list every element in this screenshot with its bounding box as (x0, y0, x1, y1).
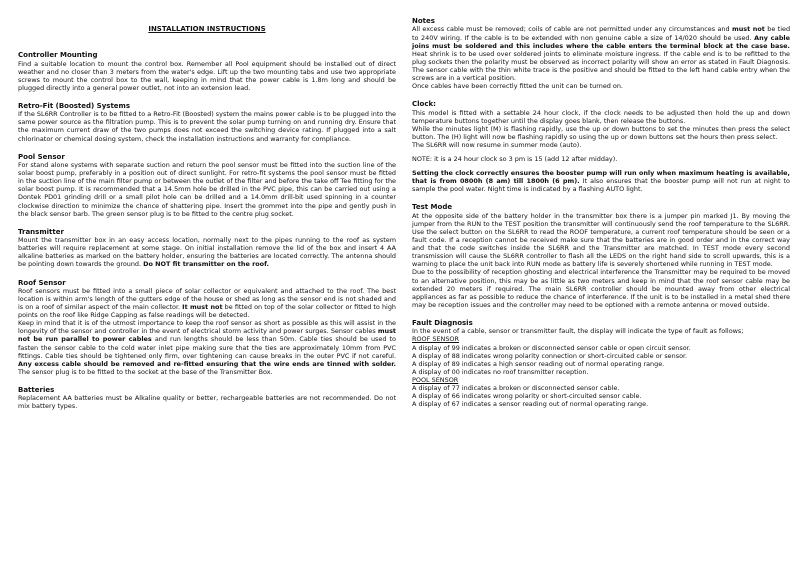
left-column (18, 20, 396, 421)
section-body: Replacement AA batteries must be Alkaline quality or better, rechargeable batteries are not recommended. Do not mix battery types. (18, 394, 396, 411)
pool-sensor-section (18, 153, 396, 218)
list-item: A display of 00 indicates no roof transmitter reception. (412, 367, 589, 376)
section-body: If the SL6RR Controller is to be fitted to a Retro-Fit (Boosted) system the mains power cable is to be plugged into the same power source as the filtration pump. This is to prevent the solar pump turning on and running dry. Ensure that the maximum current draw of the two pumps does not exceed the switching device rating. If plugged into a salt chlorinator or chemical dosing system, check the installation instructions and warranty for compliance. (18, 110, 396, 143)
section-heading: Roof Sensor (18, 278, 66, 287)
list-item: A display of 88 indicates wrong polarity connection or short-circuited cable or sensor. (412, 351, 688, 360)
section-body: Setting the clock correctly ensures the booster pump will run only when maximum heating is available, that is from 0800h (8 am) till 1800h (6 pm). It also ensures that the booster pump will not run at night to sample the pool water. Night time is indicated by a flashing AUTO light. (412, 169, 790, 194)
section-heading: Test Mode (412, 203, 453, 212)
section-body: Find a suitable location to mount the control box. Remember all Pool equipment should be installed out of direct weather and no closer than 3 meters from the water's edge. Lift up the two mounting tabs and use two appropriate screws to mount the control box to the wall, keeping in mind that the power cable is 1.8m long and should be plugged directly into a general power outlet, not into an extension lead. (18, 59, 396, 92)
section-body: NOTE: it is a 24 hour clock so 3 pm is 15 (add 12 after midday). (412, 155, 618, 164)
section-heading: Notes (412, 17, 435, 25)
roof-sensor-section (18, 279, 396, 376)
section-body: Roof sensors must be fitted into a small piece of solar collector or equivalent and attached to the roof. The best location is within arm's length of the gutters edge of the house or shed as long as the sensor end is not shaded and is on a roof of similar aspect of the main collector. It must not be fitted on top of the solar collector or fitted to high points on the roof like Ridge Capping as false readings will be detected. (18, 286, 397, 320)
section-heading: Retro-Fit (Boosted) Systems (18, 101, 130, 110)
section-body: Mount the transmitter box in an easy access location, normally next to the pipes running to the roof as system batteries will require replacement at some stage. On initial installation remove the lid of the box and insert 4 AA alkaline batteries as marked on the battery holder, ensuring the batteries are located correctly. The antenna should be pointing down towards the ground. Do NOT fit transmitter on the roof. (18, 236, 396, 269)
section-body: At the opposite side of the battery holder in the transmitter box there is a jumper pin marked J1. By moving the jumper from the RUN to the TEST position the transmitter will continuously send the roof temperature to the SL6RR. Use the select button on the SL6RR to read the ROOF temperature, a current roof temperature should be seen or a fault code. If a reception cannot be received make sure that the batteries are in good order and in the correct way and that the code switches inside the SL6RR and the Transmitter are matched. In TEST mode every second transmission will cause the SL6RR controller to flash all the LEDS on the right hand side to scroll upwards, this is a warning to place the unit back into RUN mode as battery life is severely shortened while running in TEST mode. (412, 211, 790, 269)
list-item: A display of 99 indicates a broken or disconnected sensor cable or open circuit sensor. (412, 343, 691, 352)
section-heading: Controller Mounting (18, 51, 98, 60)
section-heading: Clock: (412, 100, 436, 109)
section-body: In the event of a cable, sensor or transmitter fault, the display will indicate the type of fault as follows; (412, 327, 744, 336)
section-body: Once cables have been correctly fitted the unit can be turned on. (412, 82, 623, 91)
fault-diagnosis-section (412, 319, 790, 408)
section-body: Due to the possibility of reception ghosting and electrical interference the Transmitter may be required to be moved to an alternative position, this may be as little as two meters and keep in mind that the roof sensor cable may be extended 20 meters if required. The main SL6RR controller should be mounted away from other electrical appliances as far as possible to reduce the chance of interference. If the unit is to be installed in a metal shed there may be reception issues and the controller may need to be optioned with a remote antenna or moved outside. (412, 268, 790, 309)
controller-mounting-section (18, 51, 396, 92)
section-body: While the minutes light (M) is flashing rapidly, use the up or down buttons to set the minutes then press the select button. The (H) light will now be flashing rapidly so using the up or down buttons set the hours then press select. (412, 124, 790, 141)
notes-section (412, 17, 790, 90)
section-body: For stand alone systems with separate suction and return the pool sensor must be fitted into the suction line of the solar boost pump, preferably in a position out of direct sunlight. For retro-fit systems the pool sensor must be fitted in the suction line of the main filter pump or between the outlet of the filter and before the take off Tee fitting for the solar boost pump. It is recommended that a 14.5mm hole be drilled in the PVC pipe, this can be carried out using a Dontek PD01 grinding drill or a small pilot hole can be drilled and a 14.0mm drill-bit used spinning in a counter clockwise direction to minimize the chance of shattering pipe. Insert the grommet into the pipe and gently push in the black sensor barb. The green sensor plug is to be fitted to the centre plug socket. (18, 161, 396, 218)
list-item: A display of 66 indicates wrong polarity or short-circuited sensor cable. (412, 392, 642, 401)
clock-section (412, 100, 790, 193)
section-body: The SL6RR will now resume in summer mode (auto). (412, 140, 582, 149)
list-item: A display of 67 indicates a sensor reading out of normal operating range. (412, 400, 649, 409)
test-mode-section (412, 203, 790, 309)
section-heading: Batteries (18, 385, 55, 394)
right-column (412, 17, 790, 418)
retro-fit-section (18, 102, 396, 143)
section-heading: Pool Sensor (18, 152, 65, 161)
section-body: Keep in mind that it is of the utmost importance to keep the roof sensor as short as possible as this will assist in the longevity of the sensor and controller in the event of electrical storm activity and power surges. Sensor cables must not be run parallel to power cables and run lengths should be less than 50m. Cable ties should be used to fasten the sensor cable to the cold water inlet pipe making sure that the ties are approximately 10mm from PVC fittings. Cable ties should be tightened only firm, over tightening can cause breaks in the outer PVC if not careful. Any excess cable should be removed and re-fitted ensuring that the wire ends are tinned with solder. The sensor plug is to be fitted to the socket at the base of the Transmitter Box. (18, 319, 397, 376)
pool-sensor-subheading: POOL SENSOR (412, 375, 459, 384)
batteries-section (18, 386, 396, 411)
list-item: A display of 89 indicates a high sensor reading out of normal operating range. (412, 359, 665, 368)
section-body: All excess cable must be removed; coils of cable are not permitted under any circumstances and must not be tied to 240V wiring. If the cable is to be extended with non genuine cable a size of 14/020 should be used. Any cable joins must be soldered and this includes where the cable enters the terminal block at the case base. Heat shrink is to be used over soldered joints to eliminate moisture ingress. If the cable end is to be refitted to the plug sockets then the polarity must be observed as incorrect polarity will show an error as stated in Fault Diagnosis. The sensor cable with the thin white trace is the positive and should be fitted to the left hand cable entry when the screws are in a vertical position. (412, 25, 791, 82)
section-heading: Transmitter (18, 227, 64, 236)
section-body: This model is fitted with a settable 24 hour clock, if the clock needs to be adjusted then hold the up and down temperature buttons together until the display goes blank, then release the buttons. (412, 108, 790, 125)
roof-sensor-subheading: ROOF SENSOR (412, 335, 459, 344)
list-item: A display of 77 indicates a broken or disconnected sensor cable. (412, 384, 620, 392)
transmitter-section (18, 228, 396, 269)
page-title: INSTALLATION INSTRUCTIONS (148, 25, 266, 33)
section-heading: Fault Diagnosis (412, 318, 473, 327)
